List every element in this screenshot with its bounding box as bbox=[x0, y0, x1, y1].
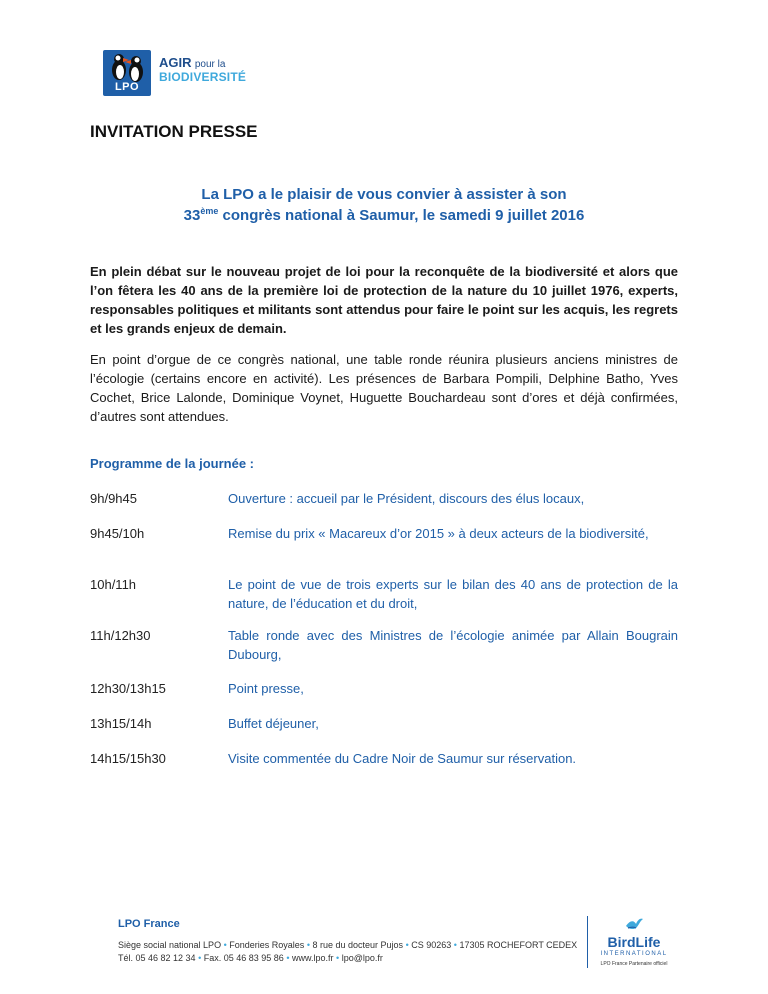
footer-address bbox=[118, 940, 577, 950]
programme-time: 12h30/13h15 bbox=[90, 681, 166, 696]
programme-title: Programme de la journée : bbox=[90, 456, 254, 471]
separator-dot: • bbox=[336, 953, 340, 963]
programme-time: 14h15/15h30 bbox=[90, 751, 166, 766]
separator-dot: • bbox=[286, 953, 290, 963]
headline-line2 bbox=[90, 206, 678, 224]
page-title: INVITATION PRESSE bbox=[90, 122, 258, 141]
programme-desc: Visite commentée du Cadre Noir de Saumur sur réservation. bbox=[228, 751, 577, 766]
programme-desc: Buffet déjeuner, bbox=[228, 716, 319, 731]
footer-contact bbox=[118, 953, 383, 963]
bird-icon bbox=[624, 916, 644, 932]
separator-dot: • bbox=[405, 940, 409, 950]
footer-part: 17305 ROCHEFORT CEDEX bbox=[459, 940, 578, 950]
roundtable-paragraph: En point d’orgue de ce congrès national, une table ronde réunira plusieurs anciens ministres de l’écologie (certains encore en activité). Les présences de Barbara Pompili, Delphine Batho, Yves Cochet, Brice Lalonde, Dominique Voynet, Huguette Bouchardeau sont d’ores et déjà confirmées, d’autres sont attendues. bbox=[90, 352, 678, 424]
logo-wordmark bbox=[159, 56, 246, 84]
programme-time: 11h/12h30 bbox=[90, 628, 151, 643]
footer-org-name: LPO France bbox=[118, 918, 180, 930]
footer-divider bbox=[587, 916, 588, 968]
separator-dot: • bbox=[223, 940, 227, 950]
programme-desc: Le point de vue de trois experts sur le bilan des 40 ans de protection de la nature, de l’éducation et du droit, bbox=[228, 577, 678, 611]
headline-rest: congrès national à Saumur, le samedi 9 juillet 2016 bbox=[218, 207, 585, 224]
puffin-icon bbox=[103, 50, 151, 96]
footer-website-link[interactable]: www.lpo.fr bbox=[292, 953, 334, 963]
separator-dot: • bbox=[306, 940, 310, 950]
footer-email-link[interactable]: lpo@lpo.fr bbox=[341, 953, 383, 963]
headline-line1: La LPO a le plaisir de vous convier à assister à son bbox=[201, 186, 567, 203]
programme-time: 10h/11h bbox=[90, 577, 137, 592]
programme-desc: Ouverture : accueil par le Président, discours des élus locaux, bbox=[228, 491, 585, 506]
footer-part: 8 rue du docteur Pujos bbox=[312, 940, 404, 950]
headline-sup: ème bbox=[200, 206, 219, 216]
logo-agir: AGIR bbox=[159, 55, 192, 70]
footer-fax: Fax. 05 46 83 95 86 bbox=[203, 953, 284, 963]
programme-desc: Point presse, bbox=[228, 681, 304, 696]
footer-phone: Tél. 05 46 82 12 34 bbox=[118, 953, 196, 963]
programme-time: 9h/9h45 bbox=[90, 491, 137, 506]
birdlife-name: BirdLife bbox=[607, 934, 661, 950]
logo-pour-la: pour la bbox=[194, 59, 226, 70]
logo-biodiversite: BIODIVERSITÉ bbox=[159, 70, 247, 84]
footer-part: Siège social national LPO bbox=[118, 940, 222, 950]
birdlife-logo bbox=[598, 916, 670, 972]
lpo-badge-text: LPO bbox=[114, 81, 140, 93]
programme-desc: Table ronde avec des Ministres de l’écologie animée par Allain Bougrain Dubourg, bbox=[228, 628, 678, 662]
programme-time: 9h45/10h bbox=[90, 526, 145, 541]
lpo-logo bbox=[103, 50, 247, 96]
footer-part: CS 90263 bbox=[411, 940, 452, 950]
headline-number: 33 bbox=[183, 207, 201, 224]
programme-time: 13h15/14h bbox=[90, 716, 152, 731]
intro-paragraph: En plein débat sur le nouveau projet de loi pour la reconquête de la biodiversité et alors que l’on fêtera les 40 ans de la première loi de protection de la nature du 10 juillet 1976, experts, responsables politiques et militants sont attendus pour faire le point sur les acquis, les regrets et les grands enjeux de demain. bbox=[90, 264, 678, 336]
separator-dot: • bbox=[453, 940, 457, 950]
separator-dot: • bbox=[198, 953, 202, 963]
birdlife-international: INTERNATIONAL bbox=[600, 951, 668, 957]
programme-desc: Remise du prix « Macareux d’or 2015 » à deux acteurs de la biodiversité, bbox=[228, 526, 649, 541]
footer-part: Fonderies Royales bbox=[229, 940, 305, 950]
birdlife-tagline: LPO France Partenaire officiel bbox=[600, 961, 668, 967]
